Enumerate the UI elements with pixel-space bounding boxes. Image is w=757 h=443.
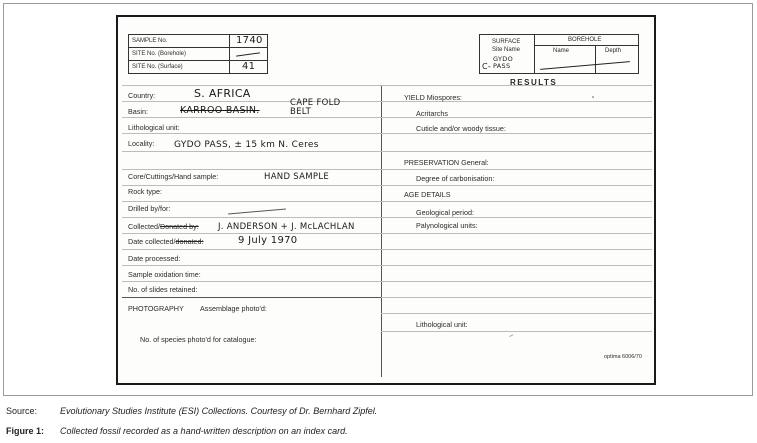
photography-label: PHOTOGRAPHY bbox=[128, 304, 184, 313]
species-label: No. of species photo'd for catalogue: bbox=[140, 335, 257, 344]
acritarchs-label: Acritarchs bbox=[416, 109, 448, 118]
locality-label: Locality: bbox=[128, 139, 155, 148]
column-divider bbox=[381, 85, 382, 377]
site-name-value: GYDO PASS bbox=[493, 55, 514, 70]
date-prefix: Date collected/ bbox=[128, 237, 176, 246]
figure-text-italic: Collected fossil recorded as a hand-written description on an index card. bbox=[60, 426, 348, 436]
surface-borehole-box bbox=[479, 34, 639, 74]
results-title: RESULTS bbox=[510, 78, 558, 87]
borehole-dash bbox=[540, 61, 630, 70]
basin-struck: KARROO BASIN. bbox=[180, 105, 260, 116]
core-label: Core/Cuttings/Hand sample: bbox=[128, 172, 219, 181]
footer-code: optima 6006/70 bbox=[604, 354, 642, 360]
rock-type-label: Rock type: bbox=[128, 187, 162, 196]
country-label: Country: bbox=[128, 91, 156, 100]
date-collected-label bbox=[128, 237, 204, 246]
source-text-italic: Evolutionary Studies Institute (ESI) Collections. Courtesy of Dr. Bernhard Zipfel. bbox=[60, 406, 378, 416]
site-surface-label: SITE No. (Surface) bbox=[132, 64, 183, 70]
source-text bbox=[60, 406, 377, 416]
sample-no-label: SAMPLE No. bbox=[132, 38, 168, 44]
core-value: HAND SAMPLE bbox=[264, 172, 330, 182]
basin-label: Basin: bbox=[128, 107, 148, 116]
slides-label: No. of slides retained: bbox=[128, 285, 198, 294]
sample-info-box bbox=[128, 34, 268, 74]
stray-mark bbox=[592, 96, 594, 98]
date-processed-label: Date processed: bbox=[128, 254, 181, 263]
depth-label: Depth bbox=[605, 48, 622, 54]
site-prefix: C- bbox=[482, 62, 492, 71]
basin-value: CAPE FOLD BELT bbox=[290, 98, 341, 117]
lithological-unit-label-left: Lithological unit: bbox=[128, 123, 180, 132]
oxidation-label: Sample oxidation time: bbox=[128, 270, 201, 279]
stray-mark-2 bbox=[509, 334, 514, 339]
cuticle-label: Cuticle and/or woody tissue: bbox=[416, 124, 506, 133]
source-label: Source: bbox=[6, 406, 38, 416]
name-label: Name bbox=[553, 48, 570, 54]
collected-value: J. ANDERSON + J. McLACHLAN bbox=[218, 222, 355, 232]
site-borehole-dash bbox=[236, 52, 260, 56]
carbonisation-label: Degree of carbonisation: bbox=[416, 174, 495, 183]
borehole-label: BOREHOLE bbox=[568, 37, 602, 43]
figure-text bbox=[60, 426, 348, 436]
index-card bbox=[116, 15, 656, 385]
figure-label: Figure 1: bbox=[6, 426, 45, 436]
lithological-unit-label-right: Lithological unit: bbox=[416, 320, 468, 329]
collected-prefix: Collected/ bbox=[128, 222, 160, 231]
site-borehole-label: SITE No. (Borehole) bbox=[132, 51, 187, 57]
date-struck: donated: bbox=[175, 237, 204, 246]
yield-label: YIELD Miospores: bbox=[404, 93, 462, 102]
date-value: 9 July 1970 bbox=[238, 235, 298, 246]
country-value: S. AFRICA bbox=[194, 87, 251, 100]
palynological-label: Palynological units: bbox=[416, 221, 478, 230]
assemblage-label: Assemblage photo'd: bbox=[200, 304, 267, 313]
collected-struck: Donated by: bbox=[159, 222, 199, 231]
surface-label: SURFACE bbox=[492, 39, 521, 45]
sample-no-value: 1740 bbox=[236, 35, 263, 46]
collected-label bbox=[128, 222, 199, 231]
locality-value: GYDO PASS, ± 15 km N. Ceres bbox=[174, 140, 319, 150]
drilled-label: Drilled by/for: bbox=[128, 204, 171, 213]
site-surface-value: 41 bbox=[242, 61, 256, 72]
age-details-label: AGE DETAILS bbox=[404, 190, 451, 199]
geological-period-label: Geological period: bbox=[416, 208, 474, 217]
site-name-label: Site Name bbox=[492, 47, 521, 53]
preservation-label: PRESERVATION General: bbox=[404, 158, 489, 167]
drilled-dash bbox=[228, 208, 286, 214]
